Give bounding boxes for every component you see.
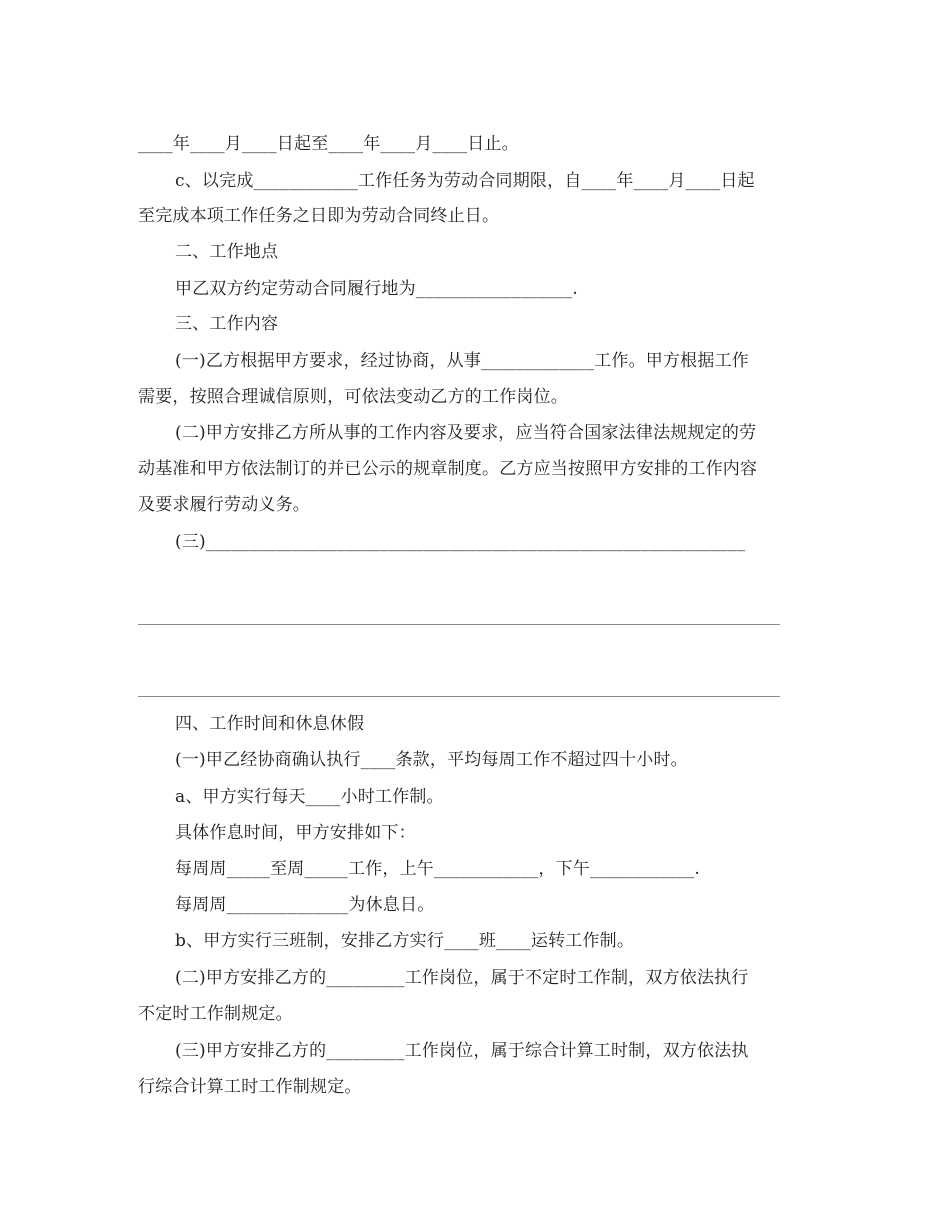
text-line: ____年____月____日起至____年____月____日止。 [138,134,519,154]
text-line: (一)甲乙经协商确认执行____条款，平均每周工作不超过四十小时。 [175,750,688,770]
text-line: 行综合计算工时工作制规定。 [138,1077,362,1097]
text-line: 及要求履行劳动义务。 [138,495,310,515]
text-line: (三)______________________________________________________________ [175,532,746,552]
text-line: 动基准和甲方依法制订的并已公示的规章制度。乙方应当按照甲方安排的工作内容 [138,459,758,479]
blank-fill-line [138,624,780,625]
text-line: 至完成本项工作任务之日即为劳动合同终止日。 [138,206,500,226]
text-line: 每周周_____至周_____工作，上午____________，下午____________. [175,859,701,879]
text-line: 具体作息时间，甲方安排如下： [175,823,416,843]
text-line: 甲乙双方约定劳动合同履行地为__________________. [175,279,579,299]
text-line: 每周周______________为休息日。 [175,895,435,915]
text-line: 不定时工作制规定。 [138,1004,293,1024]
text-line: b、甲方实行三班制，安排乙方实行____班____运转工作制。 [175,931,635,951]
blank-fill-line [138,696,780,697]
text-line: a、甲方实行每天____小时工作制。 [175,787,444,807]
text-line: (一)乙方根据甲方要求，经过协商，从事_____________工作。甲方根据工作 [175,351,749,371]
section-heading: 三、工作内容 [175,314,279,334]
text-line: 需要，按照合理诚信原则，可依法变动乙方的工作岗位。 [138,387,568,407]
text-line: (二)甲方安排乙方的_________工作岗位，属于不定时工作制，双方依法执行 [175,968,749,988]
section-heading: 二、工作地点 [175,242,279,262]
text-line: (三)甲方安排乙方的_________工作岗位，属于综合计算工时制，双方依法执 [175,1041,749,1061]
text-line: c、以完成____________工作任务为劳动合同期限，自____年____月____日起 [175,171,755,191]
text-line: (二)甲方安排乙方所从事的工作内容及要求，应当符合国家法律法规规定的劳 [175,423,757,443]
section-heading: 四、工作时间和休息休假 [175,714,365,734]
